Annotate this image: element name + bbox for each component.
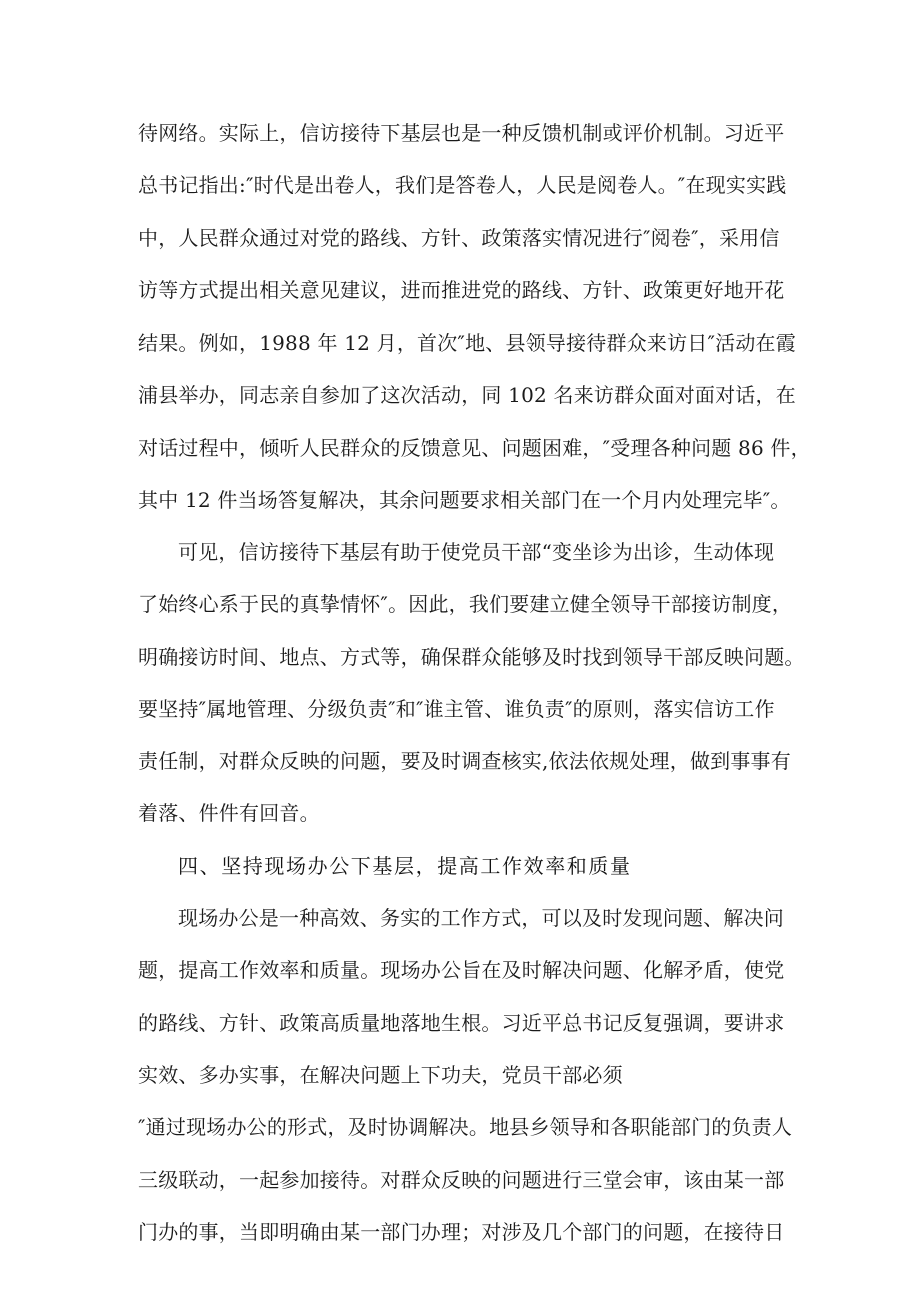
paragraph-1-line-3: 中，人民群众通过对党的路线、方针、政策落实情况进行″阅卷″，采用信 <box>138 226 780 250</box>
paragraph-3-line-2: 题，提高工作效率和质量。现场办公旨在及时解决问题、化解矛盾，使党 <box>138 958 785 982</box>
paragraph-3-line-1: 现场办公是一种高效、务实的工作方式，可以及时发现问题、解决问 <box>178 906 784 930</box>
paragraph-2-line-3: 明确接访时间、地点、方式等，确保群众能够及时找到领导干部反映问题。 <box>138 645 805 669</box>
paragraph-2-line-5: 责任制，对群众反映的问题，要及时调查核实,依法依规处理，做到事事有 <box>138 749 791 773</box>
paragraph-4-line-1: ″通过现场办公的形式，及时协调解决。地县乡领导和各职能部门的负责人 <box>138 1115 793 1139</box>
paragraph-1-line-4: 访等方式提出相关意见建议，进而推进党的路线、方针、政策更好地开花 <box>138 278 785 302</box>
paragraph-2-line-1: 可见，信访接待下基层有助于使党员干部“变坐诊为出诊，生动体现 <box>178 540 775 564</box>
paragraph-1-line-1: 待网络。实际上，信访接待下基层也是一种反馈机制或评价机制。习近平 <box>138 121 785 145</box>
paragraph-1-line-2: 总书记指出:″时代是出卷人，我们是答卷人，人民是阅卷人。″在现实实践 <box>138 173 787 197</box>
paragraph-1-line-6: 浦县举办，同志亲自参加了这次活动，同 102 名来访群众面对面对话，在 <box>138 383 796 407</box>
paragraph-4-line-2: 三级联动，一起参加接待。对群众反映的问题进行三堂会审，该由某一部 <box>138 1168 785 1192</box>
paragraph-3-line-3: 的路线、方针、政策高质量地落地生根。习近平总书记反复强调，要讲求 <box>138 1011 785 1035</box>
paragraph-4-line-3: 门办的事，当即明确由某一部门办理；对涉及几个部门的问题，在接待日 <box>138 1220 785 1244</box>
paragraph-2-line-2: 了始终心系于民的真挚情怀″。因此，我们要建立健全领导干部接访制度， <box>138 592 793 616</box>
paragraph-2-line-4: 要坚持″属地管理、分级负责″和″谁主管、谁负责″的原则，落实信访工作 <box>138 697 775 721</box>
section-heading: 四、坚持现场办公下基层，提高工作效率和质量 <box>178 854 632 878</box>
paragraph-3-line-4: 实效、多办实事，在解决问题上下功夫，党员干部必须 <box>138 1063 623 1087</box>
paragraph-2-line-6: 着落、件件有回音。 <box>138 801 320 825</box>
paragraph-1-line-7: 对话过程中，倾听人民群众的反馈意见、问题困难，″受理各种问题 86 件， <box>138 436 811 460</box>
paragraph-1-line-8: 其中 12 件当场答复解决，其余问题要求相关部门在一个月内处理完毕″。 <box>138 488 791 512</box>
paragraph-1-line-5: 结果。例如，1988 年 12 月，首次″地、县领导接待群众来访日″活动在霞 <box>138 331 796 355</box>
